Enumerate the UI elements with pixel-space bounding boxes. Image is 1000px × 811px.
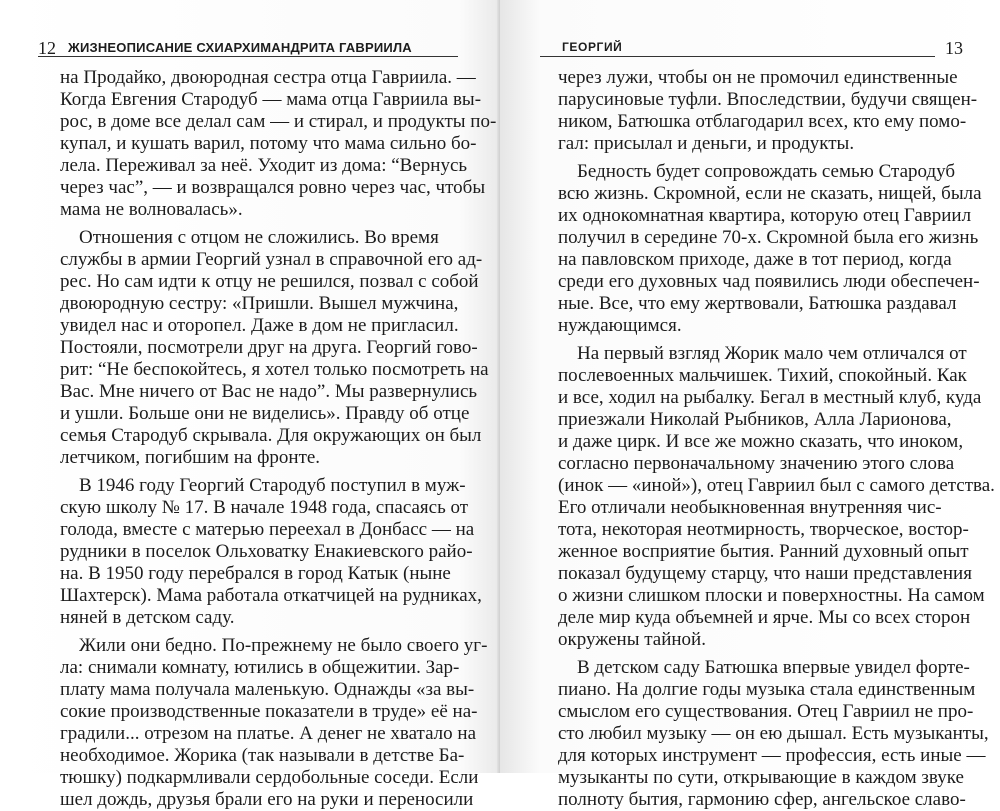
text-line: Шахтерск). Мама работала откатчицей на рудниках, [60, 585, 482, 606]
text-line: деле мир куда объемней и ярче. Мы со всех сторон [558, 607, 971, 628]
right-page [500, 0, 1000, 810]
text-line: женное восприятие бытия. Ранний духовный опыт [558, 541, 969, 562]
page-number: 13 [945, 38, 963, 58]
text-line: на. В 1950 году перебрался в город Катык (ныне [60, 563, 451, 584]
text-line: сто любил музыку — он ею дышал. Есть музыканты, [558, 723, 989, 744]
text-line: (инок — «иной»), отец Гавриил был с самого детства. [558, 475, 995, 496]
text-line: гал: присылал и деньги, и продукты. [558, 133, 855, 154]
paragraph [558, 67, 978, 155]
text-line: и даже цирк. И все же можно сказать, что иноком, [558, 431, 964, 452]
header-rule [540, 56, 935, 57]
text-line: тюшку) подкармливали сердобольные соседи. Если [60, 767, 479, 788]
text-line: тота, некоторая неотмирность, творческое, востор- [558, 519, 969, 540]
text-line: ные. Все, что ему жертвовали, Батюшка раздавал [558, 293, 957, 314]
text-line: На первый взгляд Жорик мало чем отличался от [558, 343, 967, 364]
text-line: скую школу № 17. В начале 1948 года, спасаясь от [60, 497, 469, 518]
text-line: рес. Но сам идти к отцу не решился, позвал с собой [60, 271, 479, 292]
text-line: послевоенных мальчишек. Тихий, спокойный. Как [558, 365, 967, 386]
running-title: ГЕОРГИЙ [562, 40, 623, 54]
text-line: Его отличали необыкновенная внутренняя чис- [558, 497, 942, 518]
text-line: пиано. На долгие годы музыка стала единственным [558, 679, 976, 700]
text-line: лела. Переживал за неё. Уходит из дома: “Вернусь [60, 155, 468, 176]
text-line: семья Стародуб скрывала. Для окружающих он был [60, 425, 482, 446]
text-line: увидел нас и оторопел. Даже в дом не пригласил. [60, 315, 459, 336]
text-line: службы в армии Георгий узнал в справочной его ад- [60, 249, 483, 270]
text-line: голода, вместе с матерью переехал в Донбасс — на [60, 519, 475, 540]
text-line: для которых инструмент — профессия, есть иные — [558, 745, 986, 766]
text-line: всю жизнь. Скромной, если не сказать, нищей, была [558, 183, 982, 204]
text-line: плату мама получала маленькую. Однажды «за вы- [60, 679, 475, 700]
text-line: их однокомнатная квартира, которую отец Гавриил [558, 205, 972, 226]
paragraph [558, 343, 995, 651]
paragraph [60, 67, 497, 221]
text-line: шел дождь, друзья брали его на руки и переносили [60, 789, 474, 810]
text-line: через лужи, чтобы он не промочил единственные [558, 67, 958, 88]
text-line: согласно первоначальному значению этого слова [558, 453, 955, 474]
paragraph [60, 635, 488, 811]
text-line: нуждающимся. [558, 315, 682, 336]
text-line: мама не волновалась». [60, 199, 243, 220]
text-line: Отношения с отцом не сложились. Во время [60, 227, 439, 248]
text-line: сокие производственные показатели в труде» её на- [60, 701, 478, 722]
text-line: Бедность будет сопровождать семью Стародуб [558, 161, 956, 182]
page-number: 12 [38, 38, 56, 58]
text-line: няней в детском саду. [60, 607, 235, 628]
text-line: рит: “Не беспокойтесь, я хотел только посмотреть на [60, 359, 489, 380]
text-line: среди его духовных чад появились люди обеспечен- [558, 271, 980, 292]
right-page-header [540, 36, 963, 58]
left-page-header [38, 36, 458, 58]
text-line: Когда Евгения Стародуб — мама отца Гавриила вы- [60, 89, 482, 110]
text-line: на павловском приходе, даже в тот период, когда [558, 249, 952, 270]
text-line: смыслом его существования. Отец Гавриил не про- [558, 701, 974, 722]
right-page-body [558, 67, 995, 811]
running-title: ЖИЗНЕОПИСАНИЕ СХИАРХИМАНДРИТА ГАВРИИЛА [68, 40, 412, 55]
text-line: показал будущему старцу, что наши представления [558, 563, 972, 584]
text-line: музыканты по сути, открывающие в каждом звуке [558, 767, 964, 788]
text-line: получил в середине 70-х. Скромной была его жизнь [558, 227, 979, 248]
text-line: рос, в доме все делал сам — и стирал, и продукты по- [60, 111, 497, 132]
text-line: парусиновые туфли. Впоследствии, будучи священ- [558, 89, 978, 110]
text-line: ла: снимали комнату, ютились в общежитии. Зар- [60, 657, 460, 678]
text-line: приезжали Николай Рыбников, Алла Ларионова, [558, 409, 952, 430]
text-line: о жизни слишком плоски и поверхностны. На самом [558, 585, 985, 606]
text-line: Постояли, посмотрели друг на друга. Георгий гово- [60, 337, 478, 358]
paragraph [558, 657, 989, 811]
text-line: летчиком, погибшим на фронте. [60, 447, 321, 468]
paragraph [60, 227, 489, 469]
text-line: рудники в поселок Ольховатку Енакиевского райо- [60, 541, 473, 562]
text-line: через час”, — и возвращался ровно через час, чтобы [60, 177, 486, 198]
text-line: полноту бытия, гармонию сфер, ангельское славо- [558, 789, 966, 810]
left-page [0, 0, 500, 810]
text-line: В детском саду Батюшка впервые увидел форте- [558, 657, 970, 678]
text-line: купал, и кушать варил, потому что мама сильно бо- [60, 133, 477, 154]
text-line: на Продайко, двоюродная сестра отца Гавриила. — [60, 67, 476, 88]
text-line: градили... отрезом на платье. А денег не хватало на [60, 723, 477, 744]
header-rule [38, 56, 458, 57]
text-line: необходимое. Жорика (так называли в детстве Ба- [60, 745, 465, 766]
text-line: и все, ходил на рыбалку. Бегал в местный клуб, куда [558, 387, 982, 408]
text-line: Вас. Мне ничего от Вас не надо”. Мы развернулись [60, 381, 478, 402]
text-line: и ушли. Больше они не виделись». Правду об отце [60, 403, 470, 424]
paragraph [60, 475, 482, 629]
text-line: ником, Батюшка отблагодарил всех, кто ему помо- [558, 111, 967, 132]
text-line: В 1946 году Георгий Стародуб поступил в муж- [60, 475, 466, 496]
paragraph [558, 161, 982, 337]
text-line: окружены тайной. [558, 629, 706, 650]
text-line: Жили они бедно. По-прежнему не было своего уг- [60, 635, 488, 656]
left-page-body [60, 67, 497, 811]
text-line: двоюродную сестру: «Пришли. Вышел мужчина, [60, 293, 459, 314]
